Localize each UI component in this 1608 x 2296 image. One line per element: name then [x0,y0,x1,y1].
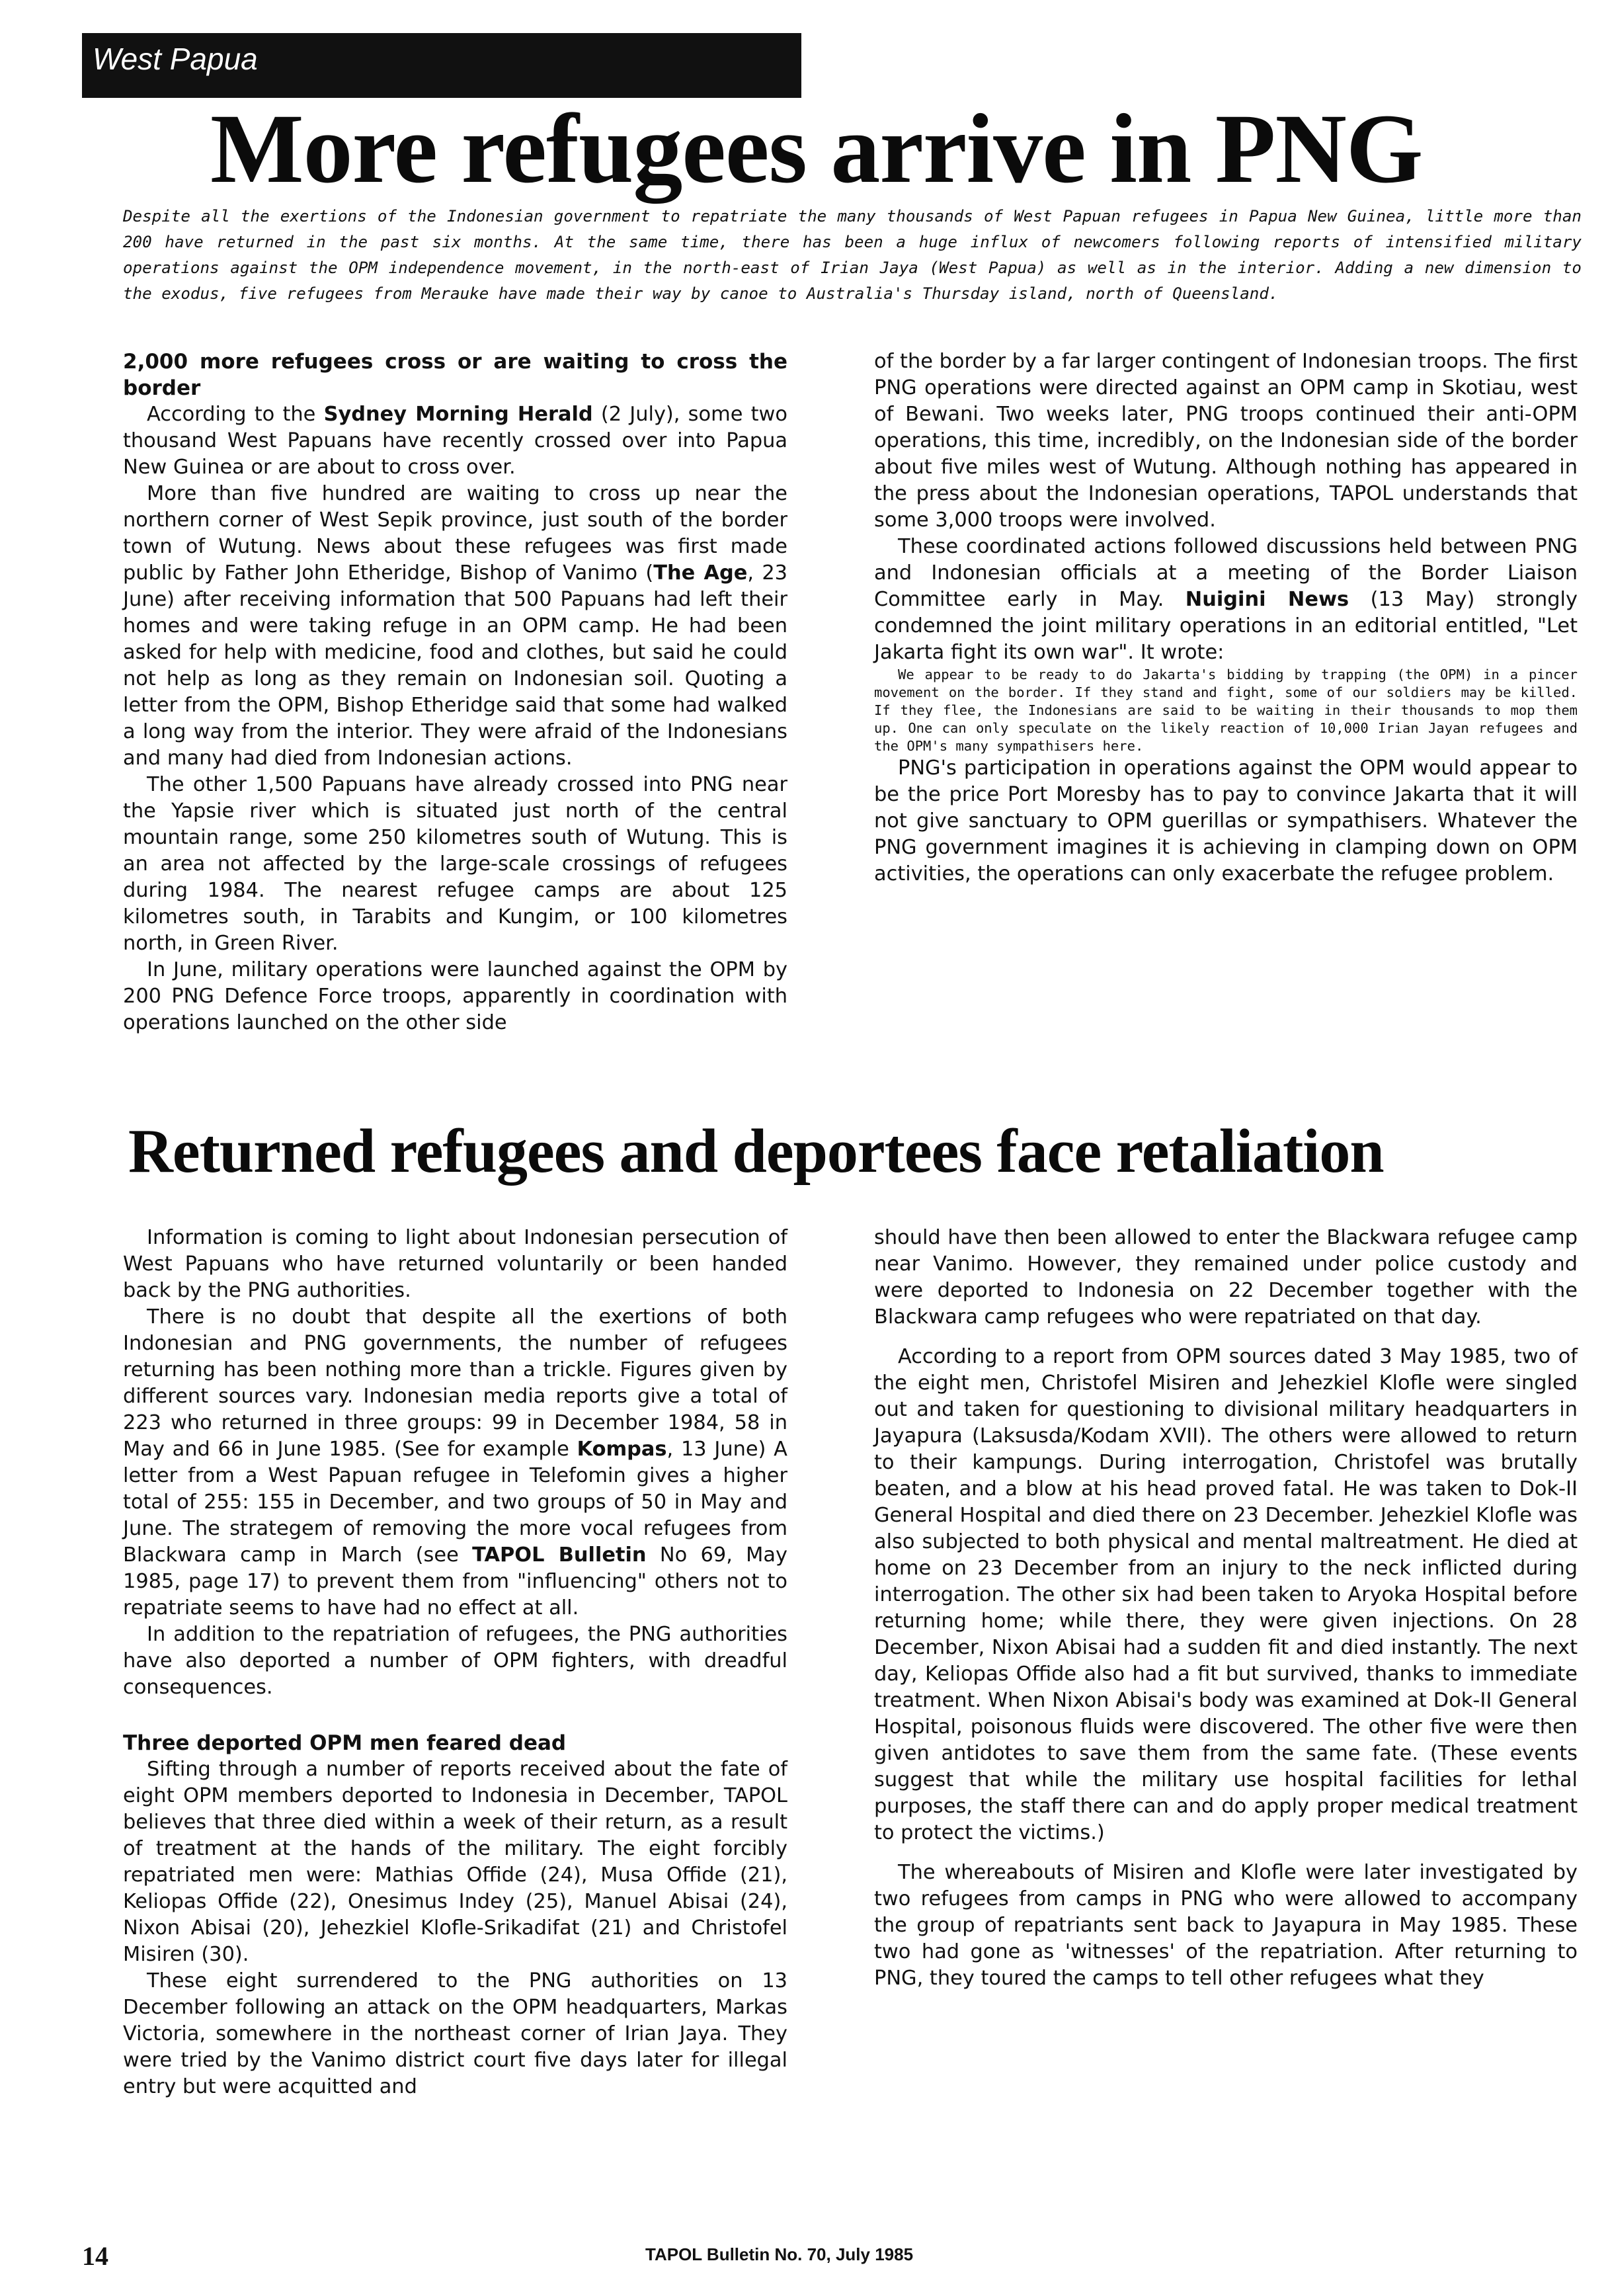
publication-name: Kompas [577,1438,667,1461]
article1-paragraph-6 [874,534,1578,666]
article1-headline: More refugees arrive in PNG [210,94,1423,204]
text-run: , 13 June) A letter from a West Papuan refugee in Telefomin gives a higher total of 255: 155 in December, and two groups of 50 in May and June. The strategem of removing the more vocal refugees from Blackwara camp in March (see [123,1438,787,1567]
text-run: , 23 June) after receiving information that 500 Papuans had left their homes and were taking refuge in an OPM camp. He had been asked for help with medicine, food and clothes, but said he could not help as long as they remain on Indonesian soil. Quoting a letter from the OPM, Bishop Etheridge said that some had walked a long way from the interior. They were afraid of the Indonesians and many had died from Indonesian actions. [123,561,787,770]
text-run: More than five hundred are waiting to cross up near the northern corner of West Sepik province, just south of the border town of Wutung. News about these refugees was first made public by Father John Etheridge, Bishop of Vanimo ( [123,482,787,585]
article2-paragraph-7: According to a report from OPM sources dated 3 May 1985, two of the eight men, Christofel Misiren and Jehezkiel Klofle were singled out and taken for questioning to divisional military headquarters in Jayapura (Laksusda/Kodam XVII). The others were allowed to return to their kampungs. During interrogation, Christofel was brutally beaten, and a blow at his head proved fatal. He was taken to Dok-II General Hospital and died there on 23 December. Jehezkiel Klofle was also subjected to both physical and mental maltreatment. He died at home on 23 December from an injury to the neck inflicted during interrogation. The other six had been taken to Aryoka Hospital before returning home; while there, they were given injections. On 28 December, Nixon Abisai had a sudden fit and died instantly. The next day, Keliopas Offide also had a fit but survived, thanks to immediate treatment. When Nixon Abisai's body was examined at Dok-II General Hospital, poisonous fluids were discovered. The other five were then given antidotes to save them from the same fate. (These events suggest that while the military use hospital facilities for lethal purposes, the staff there can and do apply proper medical treatment to protect the victims.) [874,1345,1578,1844]
article2-paragraph-4: Sifting through a number of reports received about the fate of eight OPM members deported to Indonesia in December, TAPOL believes that three died within a week of their return, as a result of treatment at the hands of the military. The eight forcibly repatriated men were: Mathias Offide (24), Musa Offide (21), Keliopas Offide (22), Onesimus Indey (25), Manuel Abisai (24), Nixon Abisai (20), Jehezkiel Klofle-Srikadifat (21) and Christofel Misiren (30). [123,1758,787,1966]
article1-paragraph-2 [123,481,787,772]
text-run: (2 July), some two thousand West Papuans have recently crossed over into Papua New Guinea or are about to cross over. [123,403,787,479]
text-run: No 69, May 1985, page 17) to prevent them from "influencing" others not to repatriate seems to have had no effect at all. [123,1543,788,1620]
article2-column-right [874,1225,1578,1992]
article2-paragraph-6: should have then been allowed to enter the Blackwara refugee camp near Vanimo. However, they remained under police custody and were deported to Indonesia on 22 December together with the Blackwara camp refugees who were repatriated on that day. [874,1226,1578,1329]
article2-paragraph-1: Information is coming to light about Indonesian persecution of West Papuans who have returned voluntarily or been handed back by the PNG authorities. [123,1226,787,1302]
article1-column-left [123,348,787,1036]
article1-column-right [874,348,1578,887]
text-run: According to the [147,403,324,426]
article2-headline: Returned refugees and deportees face retaliation [128,1117,1384,1186]
article1-paragraph-1 [123,401,787,481]
article1-quote: We appear to be ready to do Jakarta's bidding by trapping (the OPM) in a pincer movement on the border. If they stand and fight, some of our soldiers may be killed. If they flee, the Indonesians are said to be waiting in their thousands to mop them up. One can only speculate on the likely reaction of 10,000 Irian Jayan refugees and the OPM's many sympathisers here. [874,667,1578,754]
text-run: These coordinated actions followed discussions held between PNG and Indonesian officials at a meeting of the Border Liaison Committee early in May. [874,535,1578,611]
article1-paragraph-7: PNG's participation in operations against the OPM would appear to be the price Port Moresby has to pay to convince Jakarta that it will not give sanctuary to OPM guerillas or sympathisers. Whatever the PNG government imagines it is achieving in clamping down on OPM activities, the operations can only exacerbate the refugee problem. [874,757,1578,885]
publication-name: Nuigini News [1185,588,1349,611]
article2-paragraph-8: The whereabouts of Misiren and Klofle were later investigated by two refugees from camps in PNG who were allowed to accompany the group of repatriants sent back to Jayapura in May 1985. These two had gone as 'witnesses' of the repatriation. After returning to PNG, they toured the camps to tell other refugees what they [874,1861,1578,1990]
article1-paragraph-3: The other 1,500 Papuans have already crossed into PNG near the Yapsie river which is situated just north of the central mountain range, some 250 kilometres south of Wutung. This is an area not affected by the large-scale crossings of refugees during 1984. The nearest refugee camps are about 125 kilometres south, in Tarabits and Kungim, or 100 kilometres north, in Green River. [123,773,787,955]
article2-paragraph-2 [123,1304,787,1621]
article2-subhead: Three deported OPM men feared dead [123,1731,567,1755]
text-run: There is no doubt that despite all the exertions of both Indonesian and PNG governments, the number of refugees returning has been nothing more than a trickle. Figures given by different sources vary. Indonesian media reports give a total of 223 who returned in three groups: 99 in December 1984, 58 in May and 66 in June 1985. (See for example [123,1305,787,1461]
text-run: (13 May) strongly condemned the joint military operations in an editorial entitled, "Let Jakarta fight its own war". It wrote: [874,588,1578,664]
article1-standfirst: Despite all the exertions of the Indonesian government to repatriate the many thousands of West Papuan refugees in Papua New Guinea, little more than 200 have returned in the past six months. At the same time, there has been a huge influx of newcomers following reports of intensified military operations against the OPM independence movement, in the north-east of Irian Jaya (West Papua) as well as in the interior. Adding a new dimension to the exodus, five refugees from Merauke have made their way by canoe to Australia's Thursday island, north of Queensland. [123,207,1582,303]
publication-name: TAPOL Bulletin [472,1543,647,1567]
article2-paragraph-5: These eight surrendered to the PNG authorities on 13 December following an attack on the OPM headquarters, Markas Victoria, somewhere in the northeast corner of Irian Jaya. They were tried by the Vanimo district court five days later for illegal entry but were acquitted and [123,1969,787,2098]
article1-subhead: 2,000 more refugees cross or are waiting to cross the border [123,350,787,400]
article2-column-left [123,1225,787,2100]
journal-footer: TAPOL Bulletin No. 70, July 1985 [645,2244,914,2264]
article1-paragraph-5: of the border by a far larger contingent of Indonesian troops. The first PNG operations were directed against an OPM camp in Skotiau, west of Bewani. Two weeks later, PNG troops continued their anti-OPM operations, this time, incredibly, on the Indonesian side of the border about five miles west of Wutung. Although nothing has appeared in the press about the Indonesian operations, TAPOL understands that some 3,000 troops were involved. [874,350,1578,532]
article2-paragraph-3: In addition to the repatriation of refugees, the PNG authorities have also deported a number of OPM fighters, with dreadful consequences. [123,1623,787,1699]
article1-paragraph-4: In June, military operations were launched against the OPM by 200 PNG Defence Force troops, apparently in coordination with operations launched on the other side [123,958,787,1034]
publication-name: Sydney Morning Herald [323,403,593,426]
publication-name: The Age [653,561,748,585]
section-tag: West Papua [82,33,801,98]
page-number: 14 [82,2241,108,2271]
